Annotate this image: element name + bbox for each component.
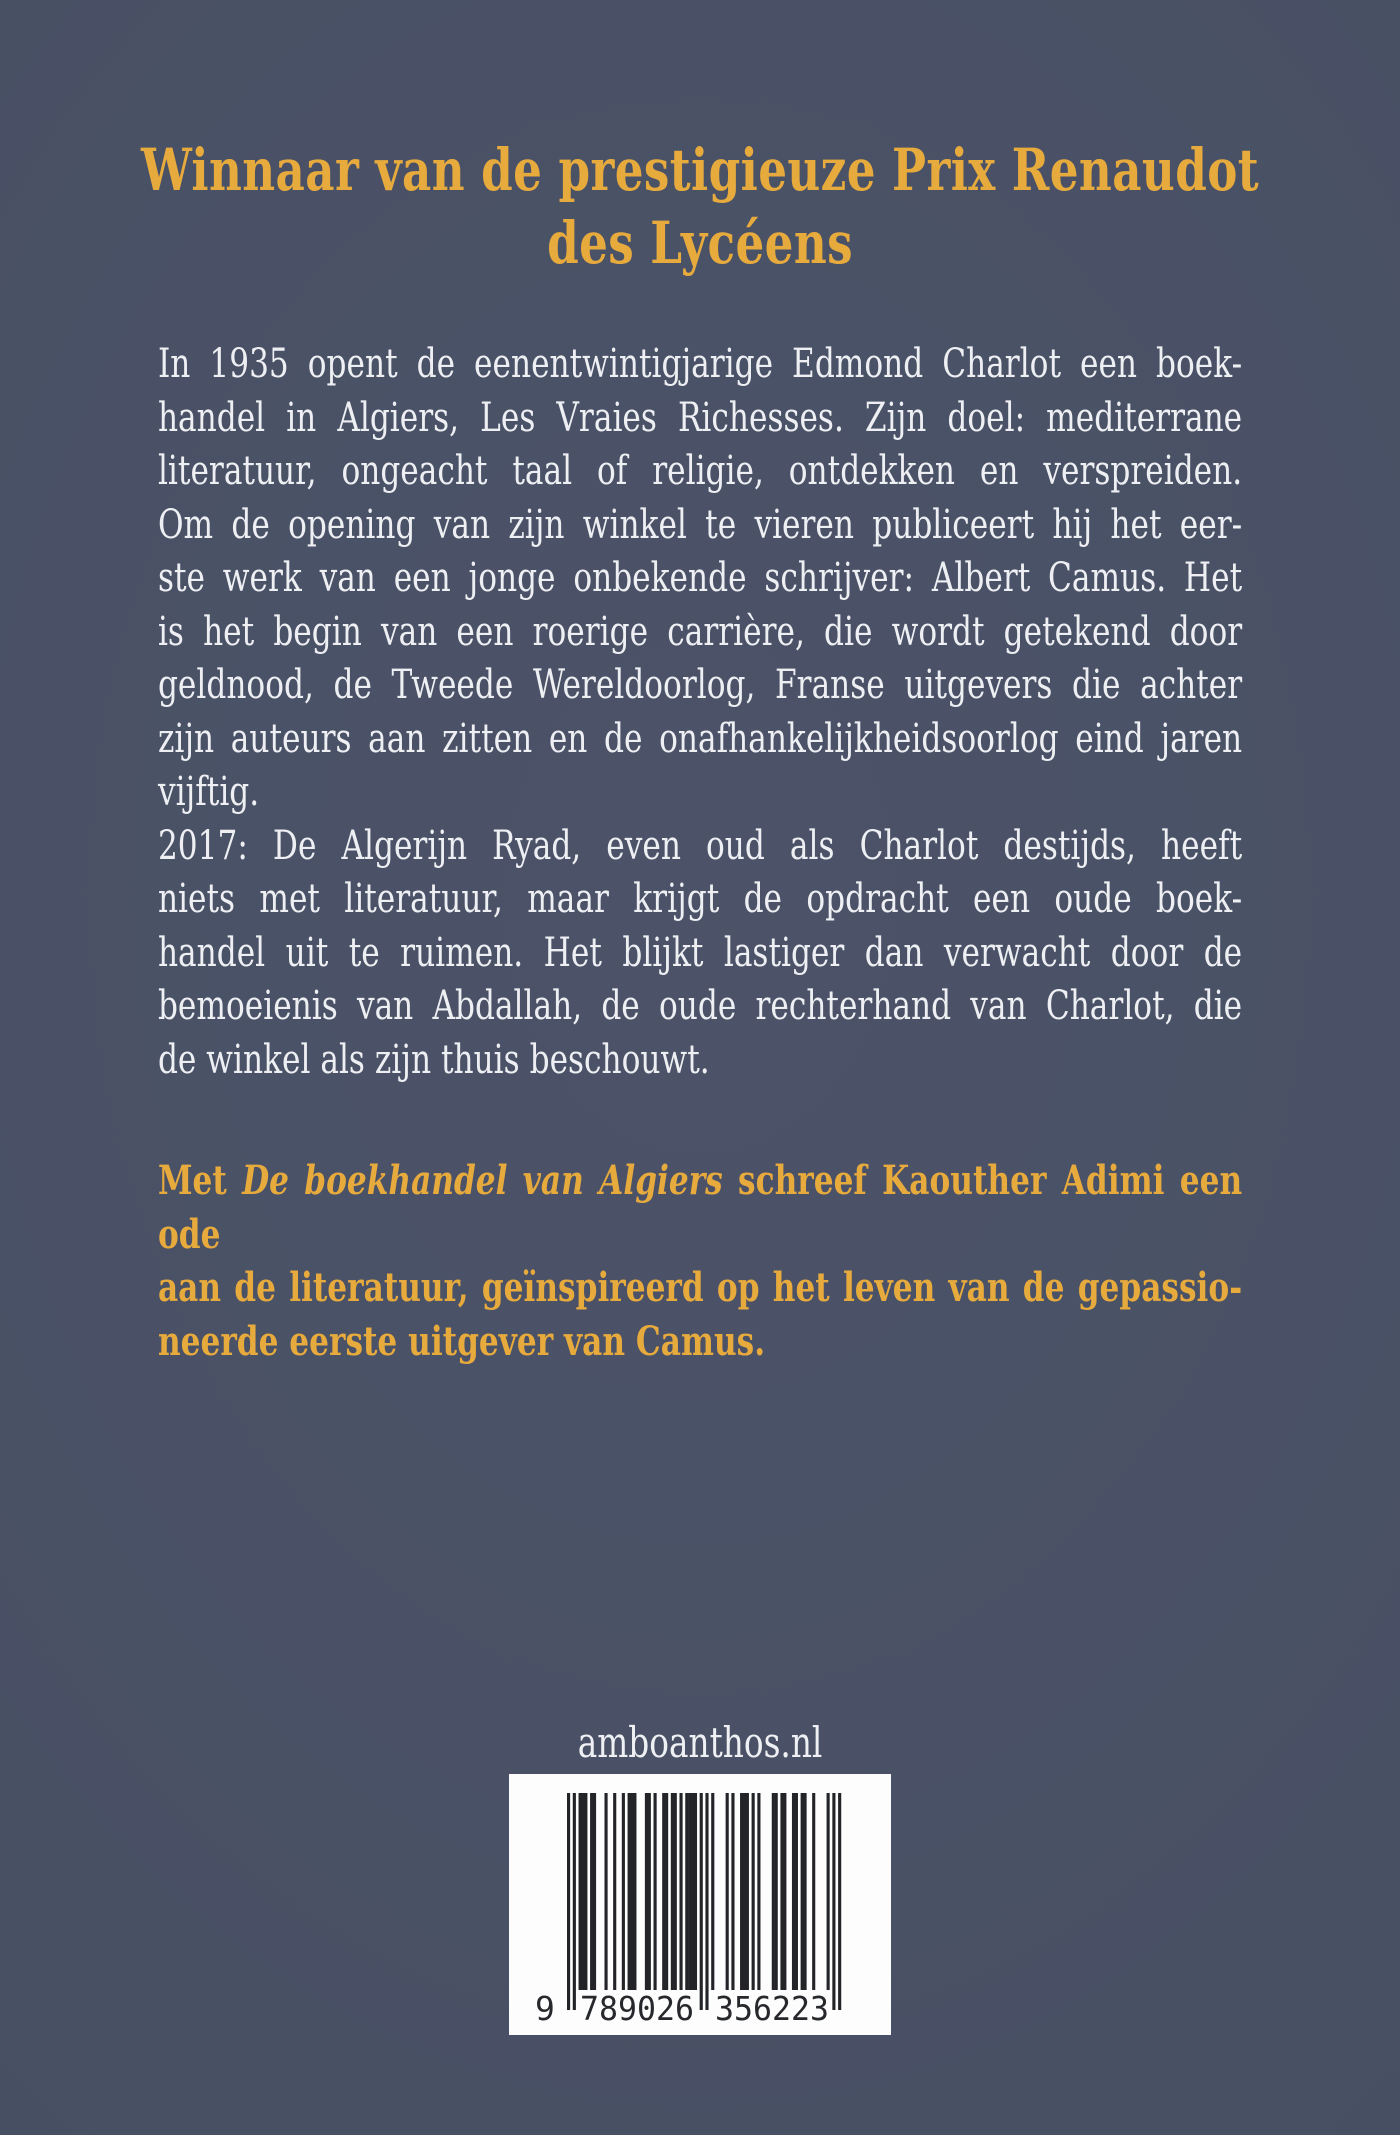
synopsis-line: handel in Algiers, Les Vraies Richesses. Zijn doel: mediterrane <box>157 394 1243 441</box>
synopsis-line: vijftig. <box>157 769 260 815</box>
blurb-segment: Met <box>157 1157 243 1204</box>
book-title-italic: De boekhandel van Algiers <box>242 1157 723 1204</box>
synopsis-line: handel uit te ruimen. Het blijkt lastiger dan verwacht door de <box>157 929 1243 976</box>
blurb-line <box>158 1261 1242 1315</box>
award-heading-line2: des Lycéens <box>547 209 853 277</box>
award-heading <box>0 134 1400 280</box>
blurb-line <box>158 1315 1242 1369</box>
blurb-segment: aan de literatuur, geïnspireerd op het leven van de gepassio- <box>157 1264 1243 1311</box>
blurb-segment: schreef Kaouther Adimi een ode <box>157 1157 1243 1258</box>
blurb-text <box>158 1154 1242 1368</box>
blurb-segment: neerde eerste uitgever van Camus. <box>157 1317 766 1365</box>
synopsis-line: bemoeienis van Abdallah, de oude rechterhand van Charlot, die <box>157 983 1243 1029</box>
synopsis-line: de winkel als zijn thuis beschouwt. <box>157 1036 710 1083</box>
synopsis-line: zijn auteurs aan zitten en de onafhankelijkheidsoorlog eind jaren <box>157 715 1243 762</box>
barcode-bars <box>509 1774 891 2035</box>
barcode-digits-left: 789026 <box>580 1989 694 2028</box>
synopsis <box>0 338 1400 1087</box>
synopsis-text <box>158 338 1242 1087</box>
barcode-digit-lead: 9 <box>535 1989 555 2028</box>
synopsis-line: is het begin van een roerige carrière, die wordt getekend door <box>157 608 1243 655</box>
award-heading-line1: Winnaar van de prestigieuze Prix Renaudot <box>141 136 1260 204</box>
synopsis-line: niets met literatuur, maar krijgt de opdracht een oude boek- <box>157 876 1243 922</box>
blurb <box>0 1154 1400 1368</box>
synopsis-line: ste werk van een jonge onbekende schrijver: Albert Camus. Het <box>157 555 1243 601</box>
synopsis-line: geldnood, de Tweede Wereldoorlog, Franse uitgevers die achter <box>157 662 1243 708</box>
synopsis-line: Om de opening van zijn winkel te vieren publiceert hij het eer- <box>157 501 1243 548</box>
synopsis-line: literatuur, ongeacht taal of religie, ontdekken en verspreiden. <box>157 448 1243 494</box>
synopsis-line: 2017: De Algerijn Ryad, even oud als Charlot destijds, heeft <box>157 822 1243 869</box>
isbn-barcode <box>509 1774 891 2035</box>
barcode-digits-right: 356223 <box>715 1989 829 2028</box>
publisher-website: amboanthos.nl <box>577 1718 823 1767</box>
blurb-line <box>158 1154 1242 1261</box>
synopsis-line: In 1935 opent de eenentwintigjarige Edmond Charlot een boek- <box>157 341 1243 387</box>
